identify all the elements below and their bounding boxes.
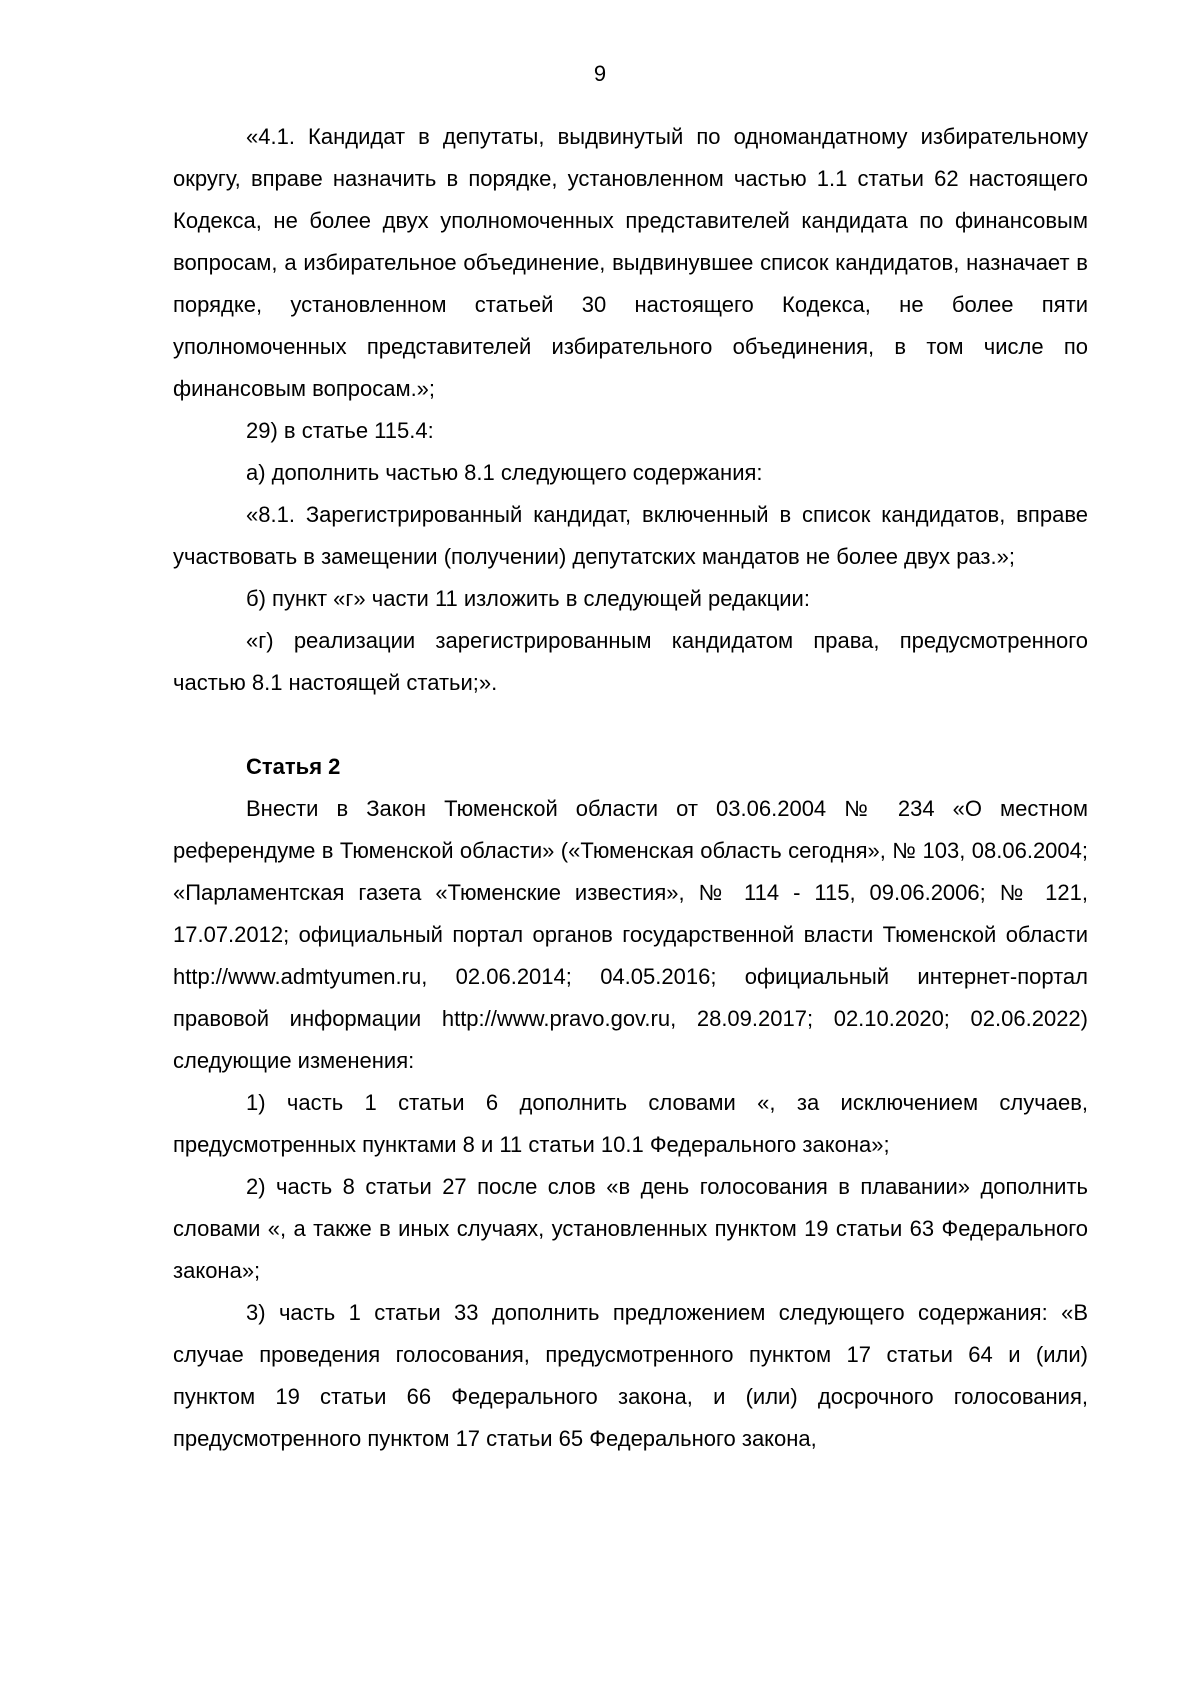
article-2-item-3: 3) часть 1 статьи 33 дополнить предложением следующего содержания: «В случае проведения голосования, предусмотренного пунктом 17 статьи 64 и (или) пунктом 19 статьи 66 Федерального закона, и (или) досрочного голосования, предусмотренного пунктом 17 статьи 65 Федерального закона,: [173, 1300, 1088, 1451]
paragraph-subitem-b: б) пункт «г» части 11 изложить в следующей редакции:: [246, 586, 810, 611]
article-2-heading: Статья 2: [246, 754, 341, 779]
page-number: 9: [593, 61, 607, 86]
paragraph-4-1-quote: «4.1. Кандидат в депутаты, выдвинутый по одномандатному избирательному округу, вправе назначить в порядке, установленном частью 1.1 статьи 62 настоящего Кодекса, не более двух уполномоченных представителей кандидата по финансовым вопросам, а избирательное объединение, выдвинувшее список кандидатов, назначает в порядке, установленном статьей 30 настоящего Кодекса, не более пяти уполномоченных представителей избирательного объединения, в том числе по финансовым вопросам.»;: [173, 124, 1088, 401]
article-2-item-1: 1) часть 1 статьи 6 дополнить словами «, за исключением случаев, предусмотренных пунктами 8 и 11 статьи 10.1 Федерального закона»;: [173, 1090, 1088, 1157]
paragraph-g-quote: «г) реализации зарегистрированным кандидатом права, предусмотренного частью 8.1 настоящей статьи;».: [173, 628, 1088, 695]
paragraph-item-29: 29) в статье 115.4:: [246, 418, 434, 443]
paragraph-8-1-quote: «8.1. Зарегистрированный кандидат, включенный в список кандидатов, вправе участвовать в замещении (получении) депутатских мандатов не более двух раз.»;: [173, 502, 1088, 569]
article-2-item-2: 2) часть 8 статьи 27 после слов «в день голосования в плавании» дополнить словами «, а также в иных случаях, установленных пунктом 19 статьи 63 Федерального закона»;: [173, 1174, 1088, 1283]
paragraph-subitem-a: а) дополнить частью 8.1 следующего содержания:: [246, 460, 763, 485]
document-body: [173, 116, 1088, 1460]
article-2-intro: Внести в Закон Тюменской области от 03.06.2004 № 234 «О местном референдуме в Тюменской области» («Тюменская область сегодня», № 103, 08.06.2004; «Парламентская газета «Тюменские известия», № 114 - 115, 09.06.2006; № 121, 17.07.2012; официальный портал органов государственной власти Тюменской области http://www.admtyumen.ru, 02.06.2014; 04.05.2016; официальный интернет-портал правовой информации http://www.pravo.gov.ru, 28.09.2017; 02.10.2020; 02.06.2022) следующие изменения:: [173, 796, 1088, 1073]
section-spacer: [173, 704, 1088, 746]
